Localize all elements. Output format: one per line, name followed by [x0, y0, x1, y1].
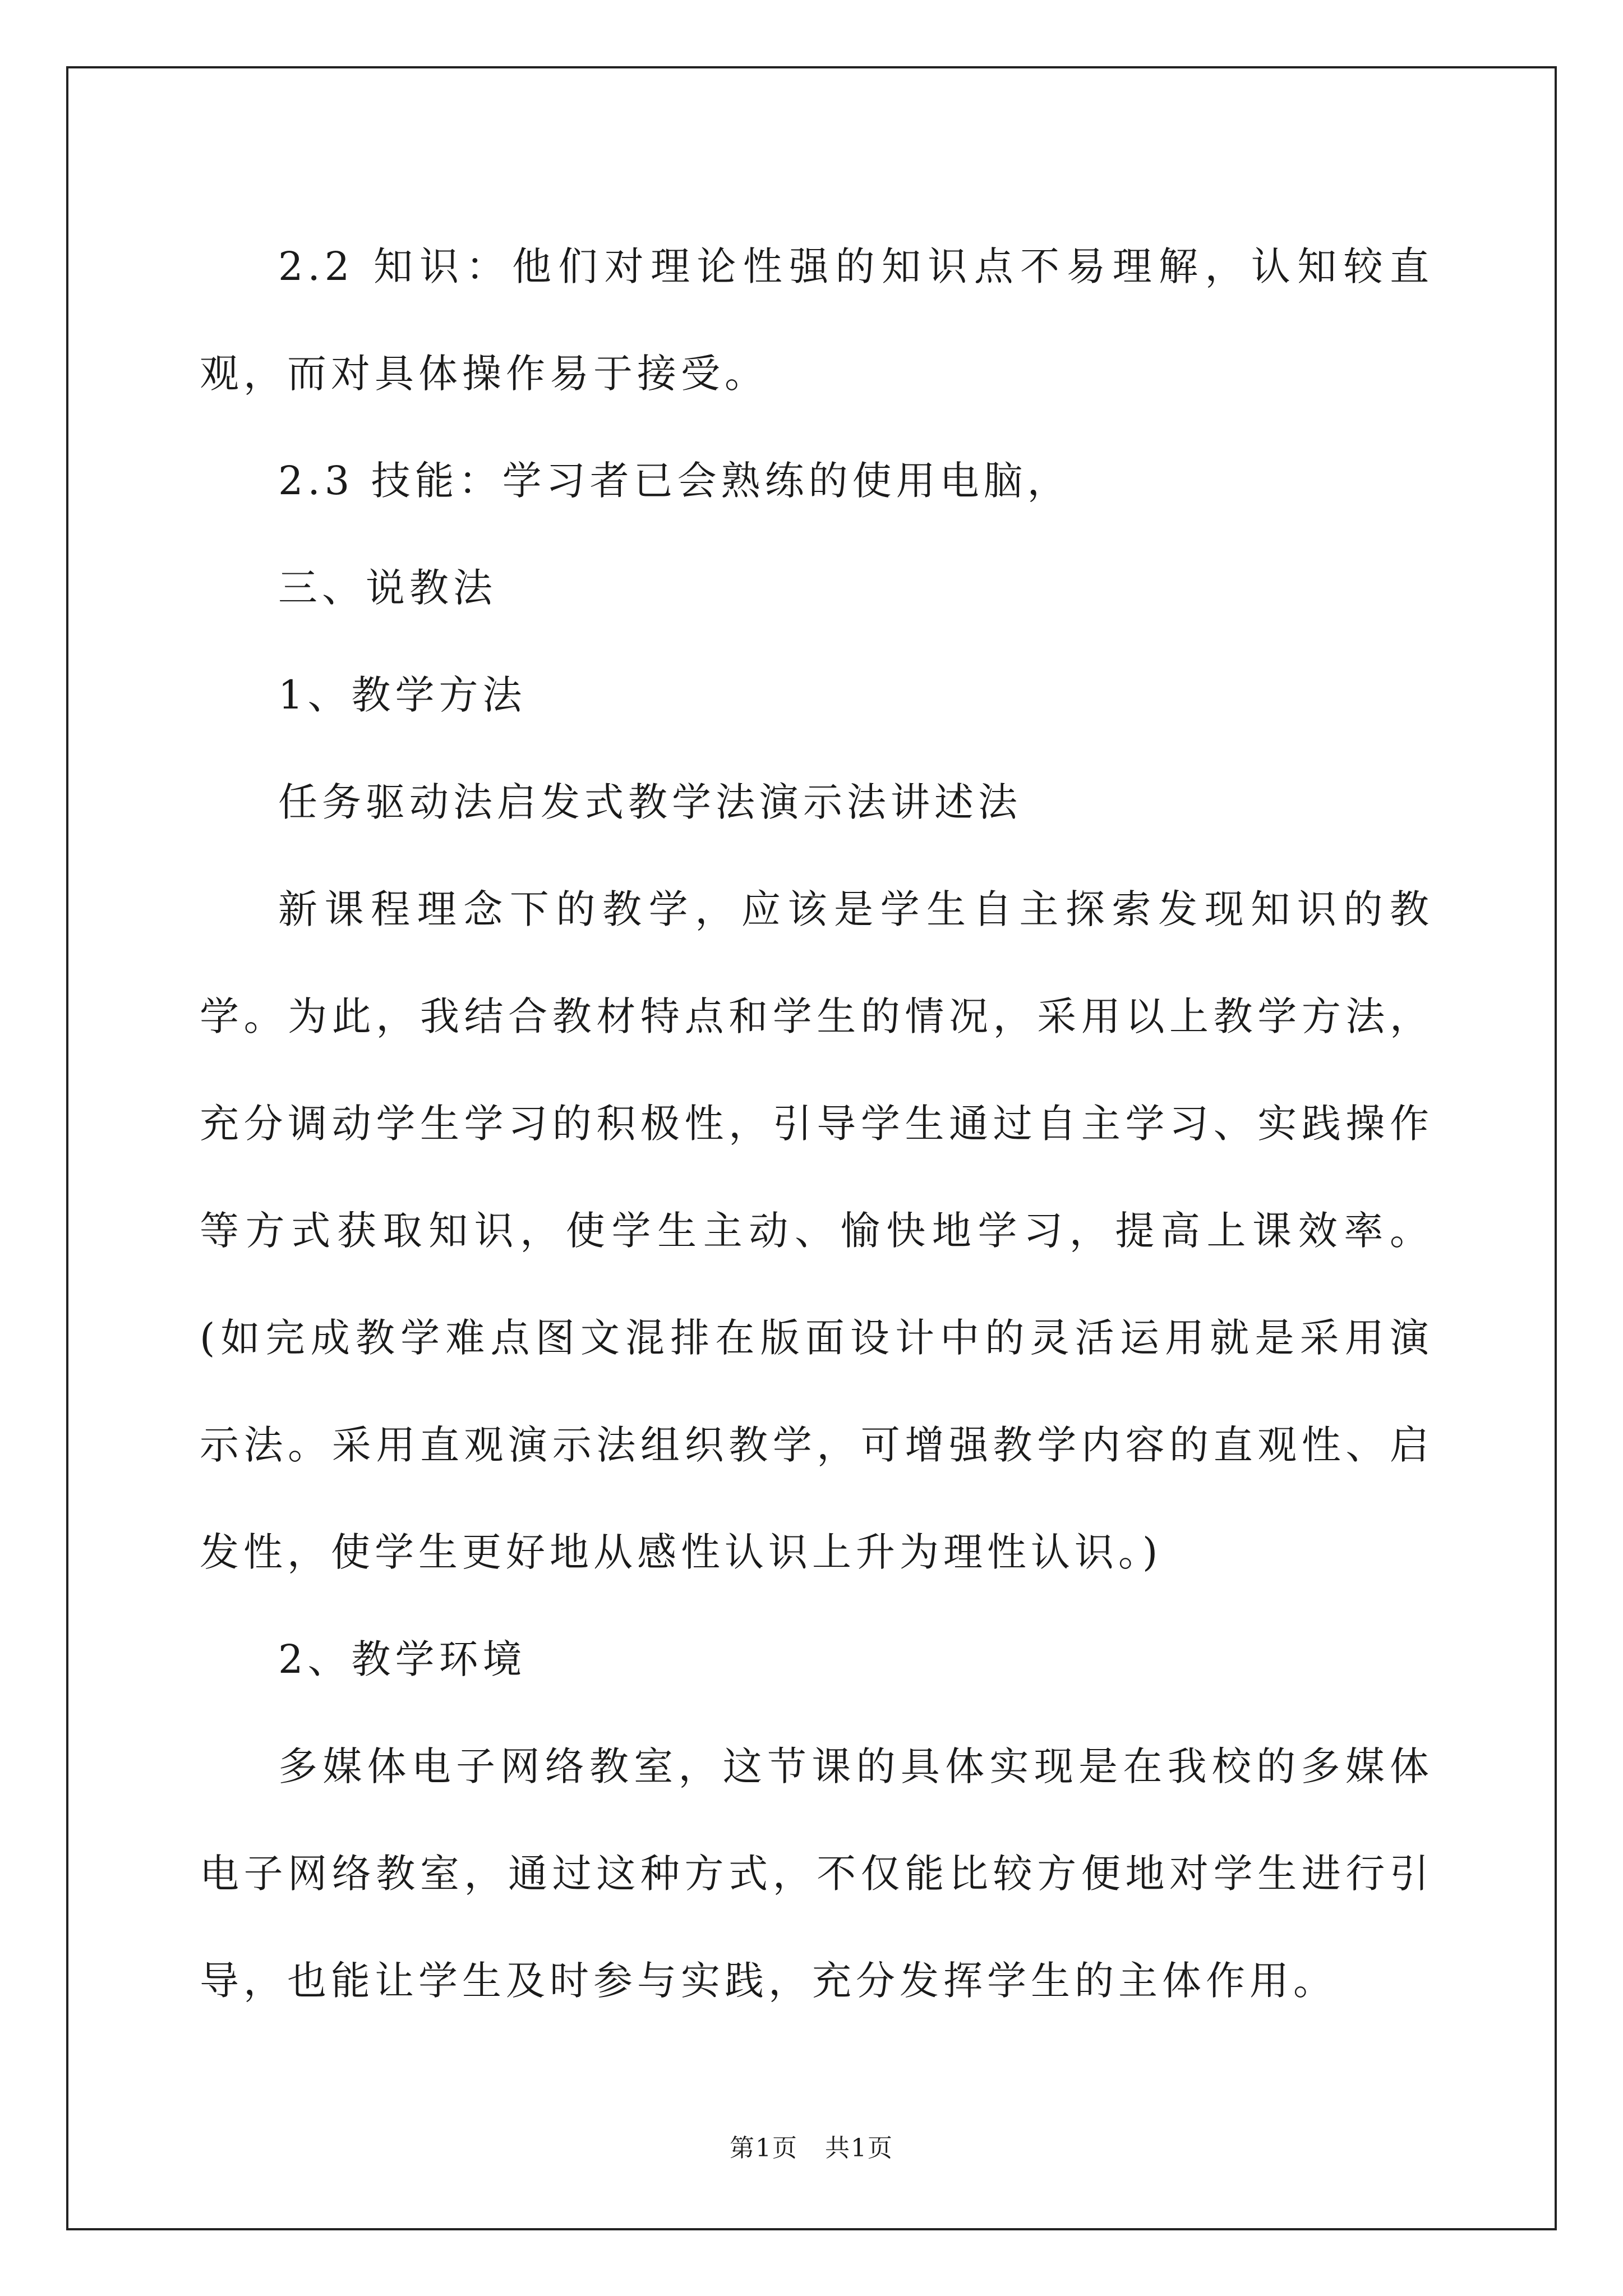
paragraph-skills: 2.3 技能：学习者已会熟练的使用电脑，: [278, 458, 1071, 504]
page-total: 共1页: [824, 2134, 893, 2162]
document-body: [200, 213, 1433, 2035]
subheading-teaching-environment: 2、教学环境: [278, 1636, 527, 1682]
paragraph-environment: 多媒体电子网络教室，这节课的具体实现是在我校的多媒体电子网络教室，通过这种方式，不仅能比较方便地对学生进行引导，也能让学生及时参与实践，充分发挥学生的主体作用。: [200, 1743, 1433, 2004]
page-number: 第1页: [730, 2134, 799, 2162]
page-footer: [0, 2132, 1623, 2165]
subheading-teaching-methods: 1、教学方法: [278, 672, 527, 718]
heading-teaching-methods-section: 三、说教法: [278, 565, 497, 611]
paragraph-methods-list: 任务驱动法启发式教学法演示法讲述法: [278, 779, 1022, 825]
paragraph-knowledge: 2.2 知识：他们对理论性强的知识点不易理解，认知较直观，而对具体操作易于接受。: [200, 243, 1433, 397]
paragraph-methods-explanation: 新课程理念下的教学，应该是学生自主探索发现知识的教学。为此，我结合教材特点和学生的情况，采用以上教学方法，充分调动学生学习的积极性，引导学生通过自主学习、实践操作等方式获取知识，使学生主动、愉快地学习，提高上课效率。(如完成教学难点图文混排在版面设计中的灵活运用就是采用演示法。采用直观演示法组织教学，可增强教学内容的直观性、启发性，使学生更好地从感性认识上升为理性认识。): [200, 886, 1433, 1575]
